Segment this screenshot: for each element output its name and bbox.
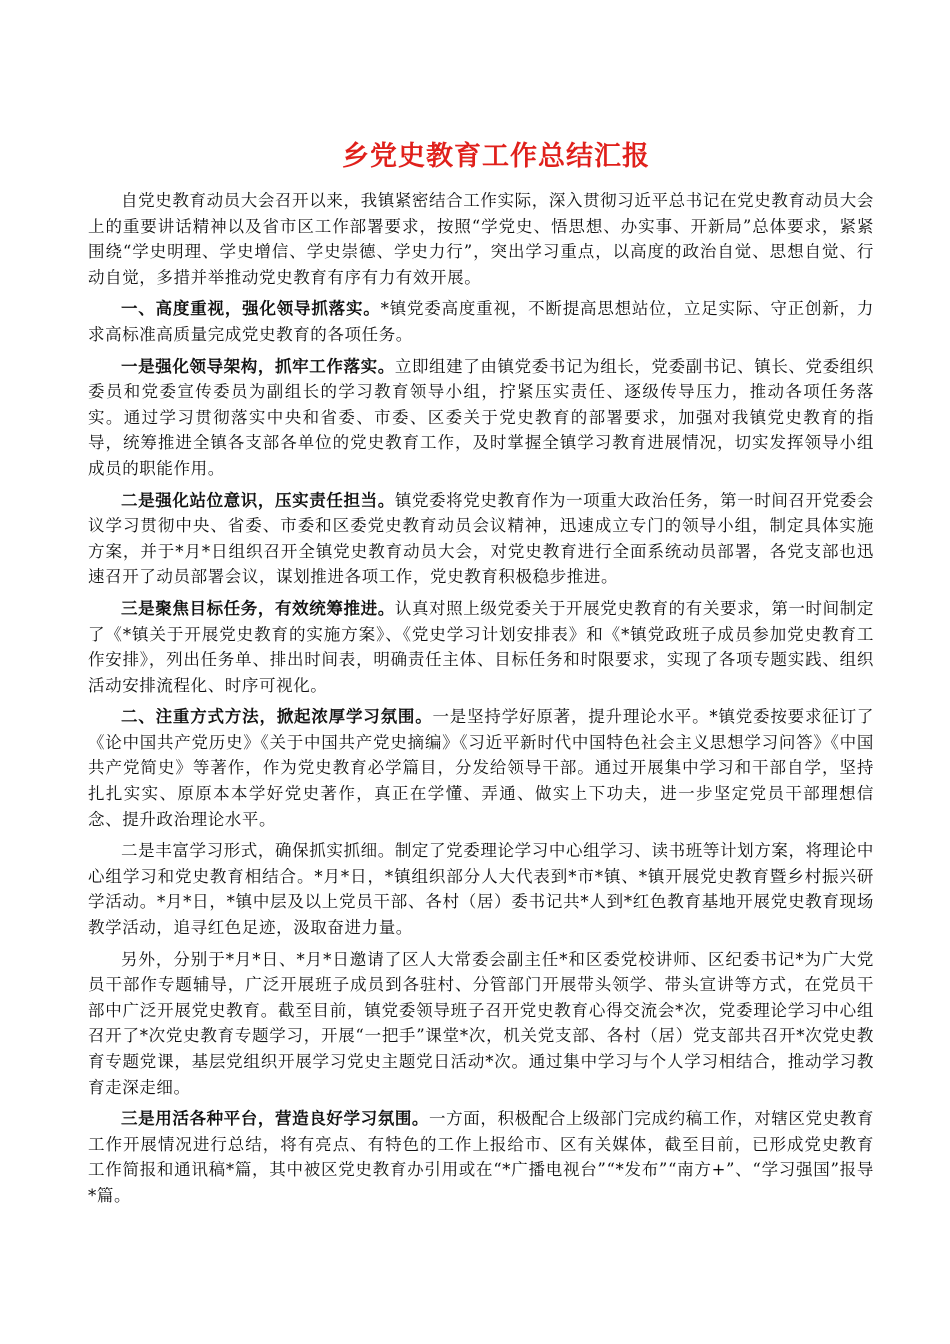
paragraph-section-1-item-1 (88, 354, 874, 482)
paragraph-text: 一方面，积极配合上级部门完成约稿工作，对辖区党史教育工作开展情况进行总结，将有亮点、有特色的工作上报给市、区有关媒体，截至目前，已形成党史教育工作简报和通讯稿*篇，其中被区党史教育办引用或在“*广播电视台”“*发布”“南方+”、“学习强国”报导*篇。 (88, 1109, 874, 1205)
paragraph-text: 自党史教育动员大会召开以来，我镇紧密结合工作实际，深入贯彻习近平总书记在党史教育动员大会上的重要讲话精神以及省市区工作部署要求，按照“学党史、悟思想、办实事、开新局”总体要求，紧紧围绕“学史明理、学史增信、学史崇德、学史力行”，突出学习重点，以高度的政治自觉、思想自觉、行动自觉，多措并举推动党史教育有序有力有效开展。 (88, 191, 874, 287)
paragraph-text: 镇党委将党史教育作为一项重大政治任务，第一时间召开党委会议学习贯彻中央、省委、市委和区委党史教育动员会议精神，迅速成立专门的领导小组，制定具体实施方案，并于*月*日组织召开全镇党史教育动员大会，对党史教育进行全面系统动员部署，各党支部也迅速召开了动员部署会议，谋划推进各项工作，党史教育积极稳步推进。 (88, 490, 874, 587)
paragraph-section-1 (88, 296, 874, 347)
paragraph-lead: 一、高度重视，强化领导抓落实。 (121, 299, 381, 319)
paragraph-text: *镇党委高度重视，不断提高思想站位，立足实际、守正创新，力求高标准高质量完成党史教育的各项任务。 (88, 299, 875, 344)
paragraph-section-2-item-2 (88, 838, 874, 940)
document-page (88, 138, 874, 1215)
paragraph-text: 立即组建了由镇党委书记为组长，党委副书记、镇长、党委组织委员和党委宣传委员为副组长的学习教育领导小组，拧紧压实责任、逐级传导压力，推动各项任务落实。通过学习贯彻落实中央和省委、市委、区委关于党史教育的部署要求，加强对我镇党史教育的指导，统筹推进全镇各支部各单位的党史教育工作，及时掌握全镇学习教育进展情况，切实发挥领导小组成员的职能作用。 (88, 356, 874, 478)
paragraph-text: 另外，分别于*月*日、*月*日邀请了区人大常委会副主任*和区委党校讲师、区纪委书记*为广大党员干部作专题辅导，广泛开展班子成员到各驻村、分管部门开展带头领学、带头宣讲等方式，在党员干部中广泛开展党史教育。截至目前，镇党委领导班子召开党史教育心得交流会*次，党委理论学习中心组召开了*次党史教育专题学习，开展“一把手”课堂*次，机关党支部、各村（居）党支部共召开*次党史教育专题党课，基层党组织开展学习党史主题党日活动*次。通过集中学习与个人学习相结合，推动学习教育走深走细。 (88, 949, 874, 1097)
paragraph-section-2-additional (88, 947, 874, 1101)
document-title: 乡党史教育工作总结汇报 (342, 141, 650, 172)
paragraph-section-2-item-3 (88, 1106, 874, 1208)
paragraph-text: 一是坚持学好原著，提升理论水平。*镇党委按要求征订了《论中国共产党历史》《关于中国共产党史摘编》《习近平新时代中国特色社会主义思想学习问答》《中国共产党简史》等著作，作为党史教育必学篇目，分发给领导干部。通过开展集中学习和干部自学，坚持扎扎实实、原原本本学好党史著作，真正在学懂、弄通、做实上下功夫，进一步坚定党员干部理想信念、提升政治理论水平。 (88, 707, 874, 829)
paragraph-text: 二是丰富学习形式，确保抓实抓细。制定了党委理论学习中心组学习、读书班等计划方案，将理论中心组学习和党史教育相结合。*月*日，*镇组织部分人大代表到*市*镇、*镇开展党史教育暨乡村振兴研学活动。*月*日，*镇中层及以上党员干部、各村（居）委书记共*人到*红色教育基地开展党史教育现场教学活动，追寻红色足迹，汲取奋进力量。 (88, 841, 874, 938)
paragraph-section-1-item-3 (88, 596, 874, 698)
paragraph-section-2 (88, 704, 874, 832)
paragraph-intro (88, 188, 874, 290)
paragraph-section-1-item-2 (88, 488, 874, 590)
paragraph-lead: 三是用活各种平台，营造良好学习氛围。 (121, 1109, 430, 1129)
paragraph-lead: 三是聚焦目标任务，有效统筹推进。 (121, 598, 395, 618)
paragraph-text: 认真对照上级党委关于开展党史教育的有关要求，第一时间制定了《*镇关于开展党史教育的实施方案》、《党史学习计划安排表》和《*镇党政班子成员参加党史教育工作安排》，列出任务单、排出时间表，明确责任主体、目标任务和时限要求，实现了各项专题实践、组织活动安排流程化、时序可视化。 (88, 598, 874, 695)
paragraph-lead: 一是强化领导架构，抓牢工作落实。 (121, 356, 395, 376)
paragraph-lead: 二、注重方式方法，掀起浓厚学习氛围。 (121, 707, 433, 727)
paragraph-lead: 二是强化站位意识，压实责任担当。 (121, 490, 395, 510)
